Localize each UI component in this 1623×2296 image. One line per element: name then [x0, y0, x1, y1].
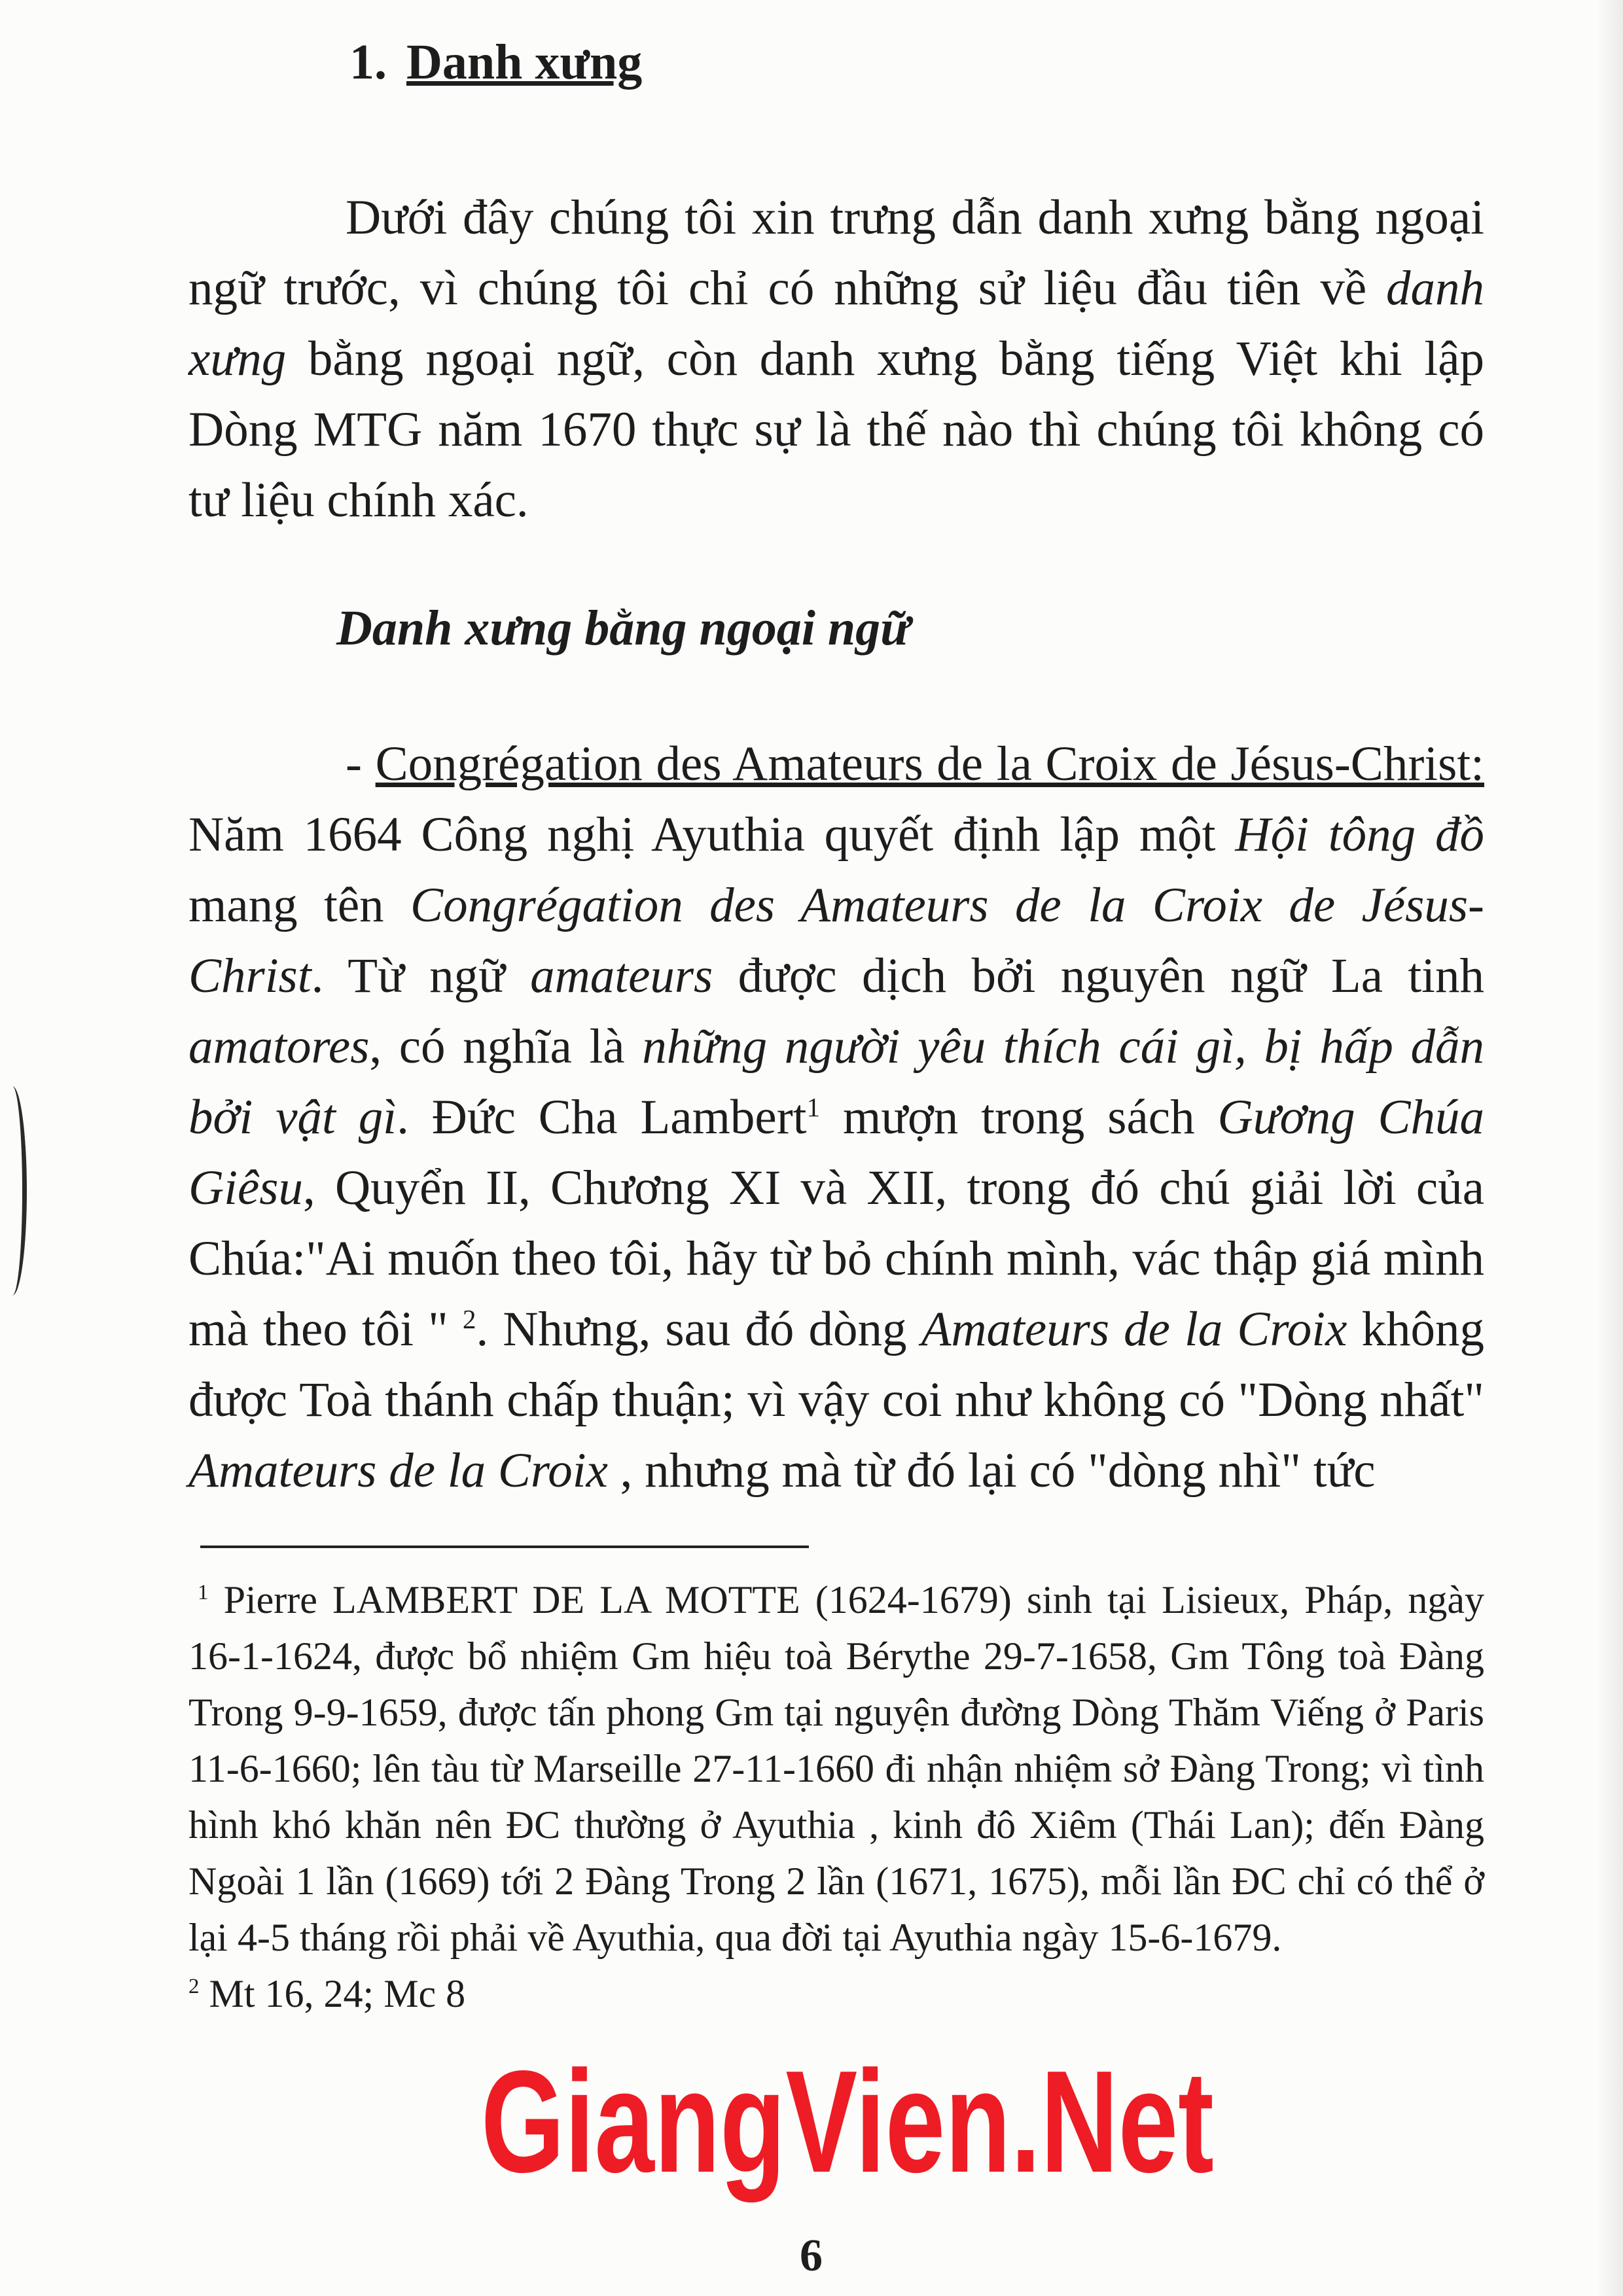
para-italic: amatores: [188, 1019, 370, 1074]
section-title: Danh xưng: [406, 35, 643, 90]
para-italic: những người yêu thích cái gì, bị hấp dẫn bởi vật gì: [188, 1019, 1484, 1145]
para-text: . Nhưng, sau đó dòng: [476, 1302, 921, 1357]
para-text: không được Toà thánh chấp thuận; vì vậy coi như không có "Dòng nhất": [188, 1302, 1484, 1428]
footnote-text: Pierre LAMBERT DE LA MOTTE (1624-1679) sinh tại Lisieux, Pháp, ngày 16-1-1624, được bổ nhiệm Gm hiệu toà Bérythe 29-7-1658, Gm Tông toà Đàng Trong 9-9-1659, được tấn phong Gm tại nguyện đường Dòng Thăm Viếng ở Paris 11-6-1660; lên tàu từ Marseille 27-11-1660 đi nhận nhiệm sở Đàng Trong; vì tình hình khó khăn nên ĐC thường ở Ayuthia , kinh đô Xiêm (Thái Lan); đến Đàng Ngoài 1 lần (1669) tới 2 Đàng Trong 2 lần (1671, 1675), mỗi lần ĐC chỉ có thể ở lại 4-5 tháng rồi phải về Ayuthia, qua đời tại Ayuthia ngày 15-6-1679.: [188, 1578, 1484, 1960]
section-heading: [349, 33, 1484, 92]
page-edge-shadow: [1597, 0, 1623, 2296]
footnote-1: [188, 1572, 1484, 1966]
subheading: Danh xưng bằng ngoại ngữ: [336, 601, 910, 656]
intro-text-a: Dưới đây chúng tôi xin trưng dẫn danh xưng bằng ngoại ngữ trước, vì chúng tôi chỉ có những sử liệu đầu tiên về: [188, 190, 1484, 316]
watermark-logo: GiangVien.Net: [481, 2041, 1214, 2203]
intro-text-c: bằng ngoại ngữ, còn danh xưng bằng tiếng Việt khi lập Dòng MTG năm 1670 thực sự là thế nào thì chúng tôi không có tư liệu chính xác.: [188, 332, 1484, 528]
para-italic: Gương Chúa Giêsu: [188, 1090, 1484, 1216]
congregation-name: Congrégation des Amateurs de la Croix de Jésus-Christ:: [375, 737, 1484, 792]
para-italic: Amateurs de la Croix: [188, 1443, 608, 1498]
para-text: , nhưng mà từ đó lại có "dòng nhì" tức: [607, 1443, 1376, 1498]
footnote-ref-2[interactable]: 2: [462, 1304, 476, 1335]
para-text: . Từ ngữ: [311, 949, 531, 1004]
section-number: 1.: [349, 35, 387, 90]
main-paragraph: [188, 729, 1484, 1506]
footnote-2: [188, 1966, 1484, 2022]
footnote-divider: [200, 1545, 809, 1548]
para-text: mang tên: [188, 878, 411, 933]
page-content: [188, 33, 1484, 2022]
para-italic: Amateurs de la Croix: [921, 1302, 1347, 1357]
para-text: Năm 1664 Công nghị Ayuthia quyết định lập một: [188, 807, 1236, 862]
para-text: được dịch bởi nguyên ngữ La tinh: [713, 949, 1484, 1004]
para-italic: amateurs: [530, 949, 713, 1004]
para-text: , Quyển II, Chương XI và XII, trong đó chú giải lời của Chúa:"Ai muốn theo tôi, hãy từ bỏ chính mình, vác thập giá mình mà theo tôi ": [188, 1161, 1484, 1357]
footnote-text: Mt 16, 24; Mc 8: [199, 1972, 466, 2016]
list-dash: -: [346, 737, 376, 792]
page-number: 6: [800, 2231, 823, 2281]
intro-paragraph: [188, 183, 1484, 536]
para-text: mượn trong sách: [820, 1090, 1218, 1145]
para-italic: Congrégation des Amateurs de la Croix de Jésus-Christ: [188, 878, 1484, 1004]
para-text: . Đức Cha Lambert: [397, 1090, 807, 1145]
para-italic: Hội tông đồ: [1235, 807, 1484, 862]
footnote-mark: 2: [188, 1975, 200, 1999]
para-text: , có nghĩa là: [369, 1019, 643, 1074]
binding-mark: [3, 1086, 27, 1296]
intro-italic-term: danh xưng: [188, 261, 1484, 387]
footnote-mark: 1: [198, 1581, 209, 1605]
footnote-ref-1[interactable]: 1: [806, 1092, 821, 1123]
